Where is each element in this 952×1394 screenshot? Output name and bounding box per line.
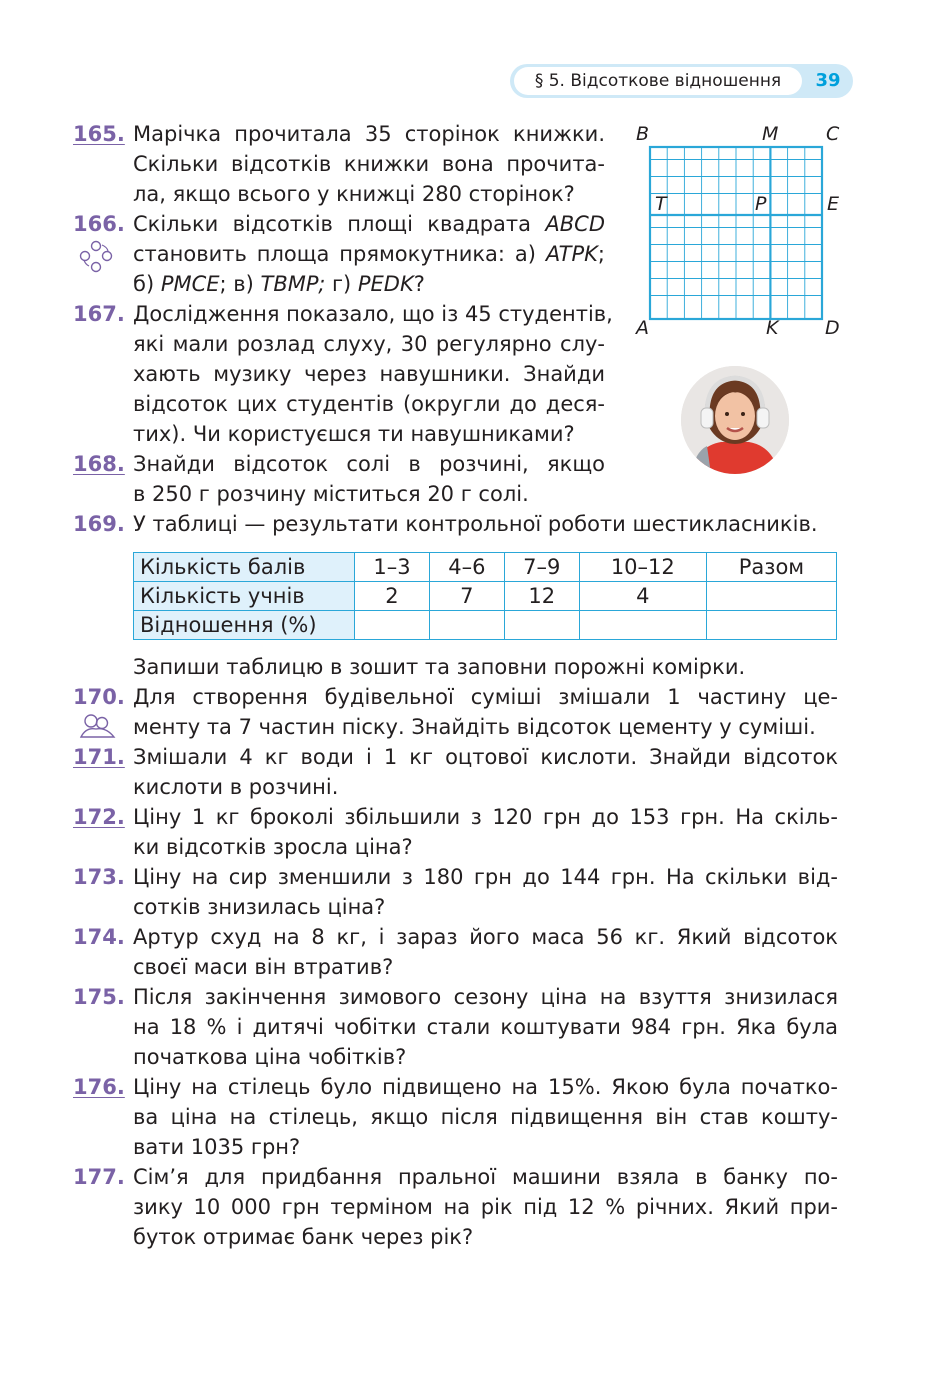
table-cell: Кількість балів bbox=[134, 553, 355, 582]
table-cell: 4–6 bbox=[429, 553, 504, 582]
point-label-d: D bbox=[825, 317, 840, 339]
problem-text: Скільки відсотків книжки вона прочита- bbox=[133, 152, 605, 176]
table-row bbox=[134, 611, 837, 640]
girl-with-headphones-photo bbox=[681, 366, 789, 474]
problem-text: відсоток цих студентів (округли до деся- bbox=[133, 392, 605, 416]
table-cell: 4 bbox=[579, 582, 706, 611]
point-label-t: T bbox=[655, 193, 667, 215]
problem-number: 166. bbox=[73, 212, 125, 236]
problem-number: 168. bbox=[73, 452, 125, 476]
problem-text: ки відсотків зросла ціна? bbox=[133, 835, 413, 859]
table-cell: 2 bbox=[355, 582, 430, 611]
point-label-e: E bbox=[827, 193, 840, 215]
table-row bbox=[134, 582, 837, 611]
table-cell: 12 bbox=[504, 582, 579, 611]
section-title: § 5. Відсоткове відношення bbox=[514, 67, 802, 95]
problem-text: вати 1035 грн? bbox=[133, 1135, 301, 1159]
table-cell: Разом bbox=[706, 553, 836, 582]
table-cell bbox=[504, 611, 579, 640]
table-cell: 10–12 bbox=[579, 553, 706, 582]
problem-number: 173. bbox=[73, 865, 125, 889]
problem-number: 175. bbox=[73, 985, 125, 1009]
problem-text: Ціну на сир зменшили з 180 грн до 144 грн. На скільки від- bbox=[133, 865, 838, 889]
problem-text: Ціну на стілець було підвищено на 15%. Якою була початко- bbox=[133, 1075, 838, 1099]
problem-text: хають музику через навушники. Знайди bbox=[133, 362, 605, 386]
table-cell bbox=[706, 582, 836, 611]
results-table bbox=[133, 552, 837, 640]
problem-text: початкова ціна чобітків? bbox=[133, 1045, 407, 1069]
problem-text: Сім’я для придбання пральної машини взяла в банку по- bbox=[133, 1165, 838, 1189]
group-work-icon bbox=[78, 240, 114, 274]
problem-text: б) PMCE; в) TBMP; г) PEDK? bbox=[133, 272, 425, 296]
problem-text: Марічка прочитала 35 сторінок книжки. bbox=[133, 122, 605, 146]
problem-text: Артур схуд на 8 кг, і зараз його маса 56 кг. Який відсоток bbox=[133, 925, 838, 949]
point-label-p: P bbox=[755, 193, 767, 215]
point-label-m: M bbox=[762, 123, 779, 145]
point-label-b: B bbox=[636, 123, 650, 145]
table-cell: Відношення (%) bbox=[134, 611, 355, 640]
problem-number: 165. bbox=[73, 122, 125, 146]
problem-number: 170. bbox=[73, 685, 125, 709]
problem-text: які мали розлад слуху, 30 регулярно слу- bbox=[133, 332, 605, 356]
problem-text: Після закінчення зимового сезону ціна на взуття знизилася bbox=[133, 985, 838, 1009]
table-cell bbox=[429, 611, 504, 640]
problem-text: менту та 7 частин піску. Знайдіть відсоток цементу у суміші. bbox=[133, 715, 816, 739]
page-number: 39 bbox=[815, 70, 841, 91]
problem-text: кислоти в розчині. bbox=[133, 775, 339, 799]
point-label-a: A bbox=[636, 317, 649, 339]
problem-text: своєї маси він втратив? bbox=[133, 955, 394, 979]
table-cell: 1–3 bbox=[355, 553, 430, 582]
table-row bbox=[134, 553, 837, 582]
problem-number: 174. bbox=[73, 925, 125, 949]
problem-text: Ціну 1 кг броколі збільшили з 120 грн до 153 грн. На скіль- bbox=[133, 805, 838, 829]
problem-text: Дослідження показало, що із 45 студентів, bbox=[133, 302, 613, 326]
problem-number: 172. bbox=[73, 805, 125, 829]
problem-text: становить площа прямокутника: а) ATPK; bbox=[133, 242, 605, 266]
problem-text: в 250 г розчину міститься 20 г солі. bbox=[133, 482, 529, 506]
problem-number: 167. bbox=[73, 302, 125, 326]
problem-text: Для створення будівельної суміші змішали 1 частину це- bbox=[133, 685, 838, 709]
problem-text: ла, якщо всього у книжці 280 сторінок? bbox=[133, 182, 575, 206]
point-label-k: K bbox=[766, 317, 779, 339]
problem-text: тих). Чи користуєшся ти навушниками? bbox=[133, 422, 575, 446]
problem-text: Знайди відсоток солі в розчині, якщо bbox=[133, 452, 605, 476]
table-cell bbox=[706, 611, 836, 640]
problem-number: 177. bbox=[73, 1165, 125, 1189]
table-cell bbox=[579, 611, 706, 640]
problem-text: У таблиці — результати контрольної роботи шестикласників. bbox=[133, 512, 818, 536]
problem-text: Скільки відсотків площі квадрата ABCD bbox=[133, 212, 605, 236]
point-label-c: C bbox=[826, 123, 840, 145]
table-cell: 7–9 bbox=[504, 553, 579, 582]
problem-number: 171. bbox=[73, 745, 125, 769]
table-cell: Кількість учнів bbox=[134, 582, 355, 611]
problem-number: 169. bbox=[73, 512, 125, 536]
problem-text: Запиши таблицю в зошит та заповни порожні комірки. bbox=[133, 655, 746, 679]
problem-text: буток отримає банк через рік? bbox=[133, 1225, 474, 1249]
problem-text: зику 10 000 грн терміном на рік під 12 % річних. Який при- bbox=[133, 1195, 838, 1219]
problem-text: Змішали 4 кг води і 1 кг оцтової кислоти. Знайди відсоток bbox=[133, 745, 838, 769]
table-cell: 7 bbox=[429, 582, 504, 611]
problem-text: на 18 % і дитячі чобітки стали коштувати 984 грн. Яка була bbox=[133, 1015, 838, 1039]
problem-number: 176. bbox=[73, 1075, 125, 1099]
pair-work-icon bbox=[78, 713, 118, 739]
problem-text: сотків знизилась ціна? bbox=[133, 895, 386, 919]
square-grid-figure bbox=[640, 135, 836, 325]
problem-text: ва ціна на стілець, якщо після підвищення він став кошту- bbox=[133, 1105, 838, 1129]
table-cell bbox=[355, 611, 430, 640]
